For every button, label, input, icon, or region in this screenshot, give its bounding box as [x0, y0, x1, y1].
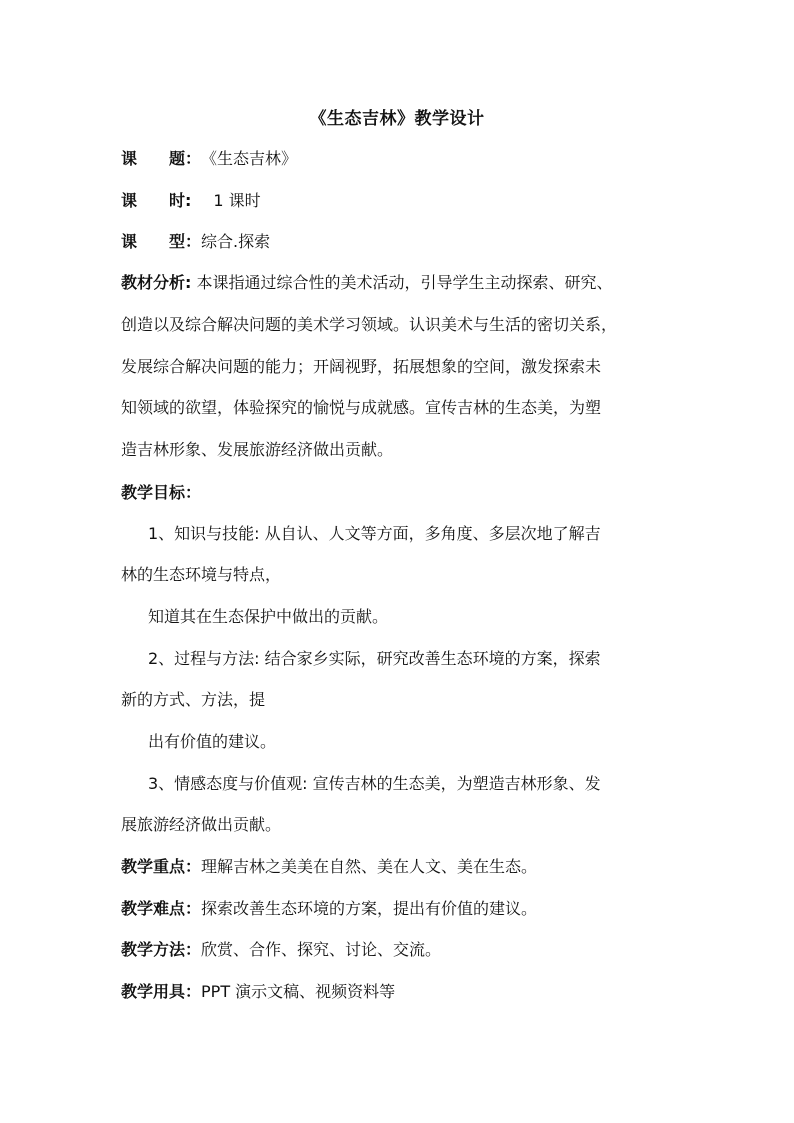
difficulty-label: 教学难点：	[121, 899, 202, 918]
method-label: 教学方法：	[121, 940, 202, 959]
topic-label: 课 题：	[121, 149, 202, 168]
topic-value: 《生态吉林》	[201, 149, 298, 168]
goal-2-line-3: 出有价值的建议。	[148, 732, 277, 751]
difficulty-row	[121, 898, 681, 920]
difficulty-value: 探索改善生态环境的方案，提出有价值的建议。	[201, 899, 538, 918]
analysis-line-5: 造吉林形象、发展旅游经济做出贡献。	[121, 440, 394, 459]
analysis-line-2: 创造以及综合解决问题的美术学习领域。认识美术与生活的密切关系，	[121, 315, 618, 334]
goal-1-line-2: 林的生态环境与特点，	[121, 565, 282, 584]
key-point-value: 理解吉林之美美在自然、美在人文、美在生态。	[201, 857, 538, 876]
period-label: 课 时:	[121, 191, 192, 210]
goal-1-line-1: 1、知识与技能: 从自认、人文等方面，多角度、多层次地了解吉	[148, 524, 601, 543]
type-value: 综合.探索	[201, 232, 271, 251]
analysis-line-1: 教材分析: 本课指通过综合性的美术活动，引导学生主动探索、研究、	[121, 273, 613, 292]
tools-value: PPT 演示文稿、视频资料等	[201, 982, 396, 1001]
method-value: 欣赏、合作、探究、讨论、交流。	[201, 940, 442, 959]
goal-3-line-2: 展旅游经济做出贡献。	[121, 815, 282, 834]
tools-row	[121, 981, 681, 1003]
period-value: 1 课时	[213, 191, 261, 210]
key-point-label: 教学重点：	[121, 857, 202, 876]
goals-label: 教学目标：	[121, 483, 202, 502]
key-point-row	[121, 856, 681, 878]
analysis-label: 教材分析:	[121, 273, 192, 292]
method-row	[121, 939, 681, 961]
tools-label: 教学用具：	[121, 982, 202, 1001]
goal-3-line-1: 3、情感态度与价值观: 宣传吉林的生态美，为塑造吉林形象、发	[148, 774, 601, 793]
type-label: 课 型：	[121, 232, 202, 251]
page-title: 《生态吉林》教学设计	[309, 109, 485, 129]
topic-row	[121, 148, 681, 170]
analysis-line-4: 知领域的欲望，体验探究的愉悦与成就感。宣传吉林的生态美，为塑	[121, 398, 602, 417]
analysis-line-3: 发展综合解决问题的能力；开阔视野，拓展想象的空间，激发探索未	[121, 357, 602, 376]
goal-2-line-2: 新的方式、方法，提	[121, 690, 266, 709]
goal-2-line-1: 2、过程与方法: 结合家乡实际，研究改善生态环境的方案，探索	[148, 649, 601, 668]
goal-1-line-3: 知道其在生态保护中做出的贡献。	[148, 607, 389, 626]
type-row	[121, 231, 681, 253]
period-row	[121, 190, 681, 212]
